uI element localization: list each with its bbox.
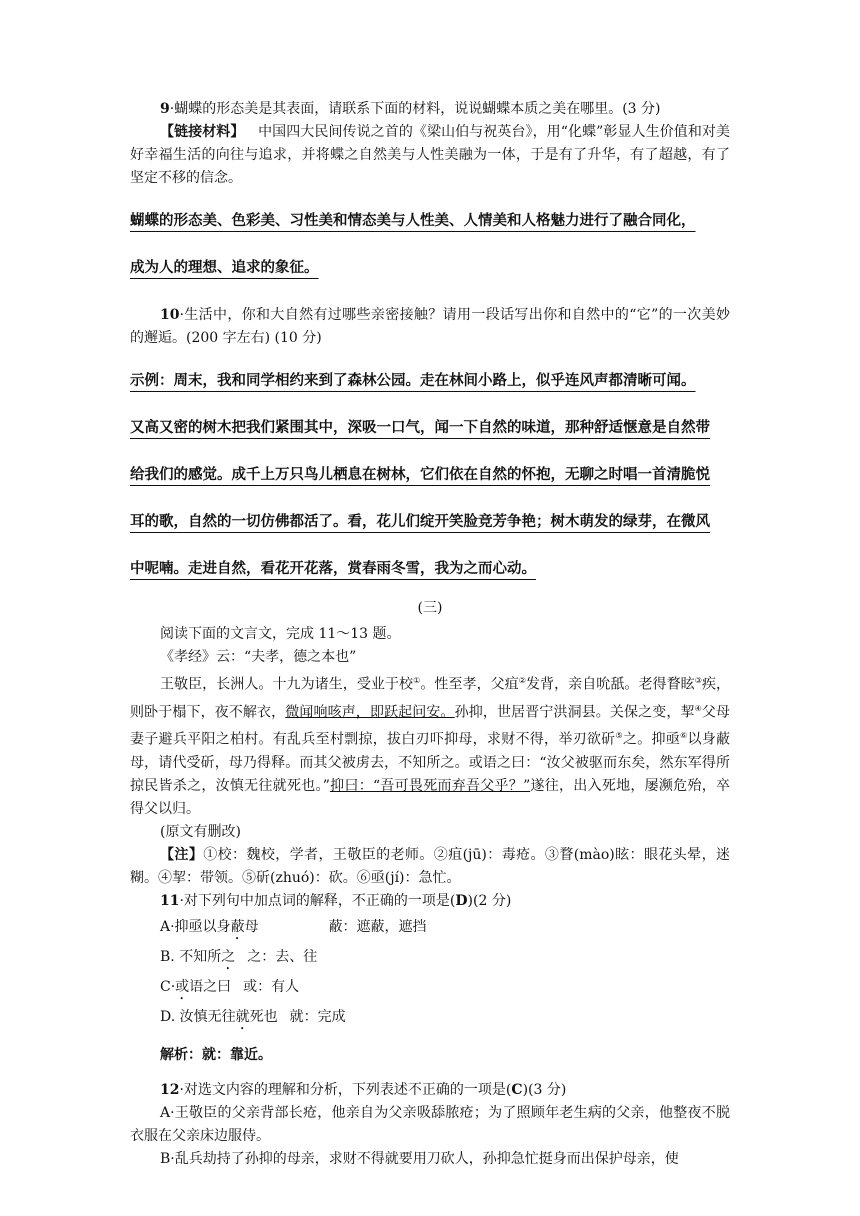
- passage-text: 。性至孝，父疽: [420, 676, 519, 693]
- footnote-marker: ⑤: [615, 731, 623, 741]
- section-intro: 阅读下面的文言文，完成 11～13 题。: [160, 626, 401, 642]
- dotted-word: 或: [175, 978, 190, 995]
- option-c: [130, 973, 730, 1003]
- footnote-marker: ④: [694, 703, 702, 713]
- passage-text: 之。抑亟: [622, 731, 681, 748]
- link-material-tag: 【链接材料】: [160, 124, 245, 140]
- answer-line: 又高又密的树木把我们紧围其中，深吸一口气，闻一下自然的味道，那种舒适惬意是自然带: [130, 420, 710, 436]
- quote-title: 《孝经》云：“夫孝，德之本也”: [160, 649, 357, 665]
- question-text: ·对选文内容的理解和分析，下列表述不正确的一项是(: [179, 1081, 512, 1098]
- question-text: ·生活中，你和大自然有过哪些亲密接触？请用一段话写出你和自然中的“它”的一次美妙的邂逅。(200 字左右) (10 分): [130, 307, 730, 346]
- dotted-word: 之: [221, 948, 236, 965]
- answer-choice: C: [511, 1081, 523, 1098]
- question-number: 12: [160, 1081, 180, 1098]
- passage-text: 疾，则卧于榻下，夜不解衣，: [130, 676, 731, 721]
- footnote-marker: ⑥: [680, 731, 688, 741]
- passage-text: 父母妻子避兵平阳之柏村。有乱兵至村剽掠，拔白刃吓抑母，求财不得，举刃欲斫: [130, 704, 731, 748]
- underlined-sentence: 微闻响咳声，即跃起问安。: [285, 704, 455, 721]
- answer-line: 成为人的理想、追求的象征。: [130, 260, 319, 276]
- option-label: C·: [160, 978, 176, 995]
- answer-line: 示例：周末，我和同学相约来到了森林公园。走在林间小路上，似乎连风声都清晰可闻。: [130, 373, 696, 389]
- document-page: [130, 98, 730, 1171]
- passage-text: 孙抑，世居晋宁洪洞县。关保之变，挈: [454, 704, 695, 721]
- option-d: [130, 1003, 730, 1033]
- footnote-marker: ①: [413, 676, 421, 685]
- option-label: B. 不知所: [160, 948, 222, 965]
- option-a: A·王敬臣的父亲背部长疮，他亲自为父亲吸舔脓疮；为了照顾年老生病的父亲，他整夜不脱衣服在父亲床边服侍。: [130, 1104, 730, 1144]
- option-b: B·乱兵劫持了孙抑的母亲，求财不得就要用刀砍人，孙抑急忙挺身而出保护母亲，使: [160, 1150, 679, 1167]
- section-heading: (三): [417, 600, 443, 616]
- question-9: [130, 98, 730, 121]
- question-text: )(3 分): [522, 1081, 567, 1098]
- notes-tag: 【注】: [160, 846, 204, 863]
- link-material: [130, 121, 730, 190]
- question-text: )(2 分): [467, 892, 512, 909]
- passage-text: 发背，亲自吮舐。老得瞀眩: [526, 676, 695, 693]
- dotted-word: 就: [235, 1008, 250, 1025]
- option-meaning: 蔽：遮蔽，遮挡: [328, 918, 427, 935]
- option-meaning: 就：完成: [289, 1008, 346, 1025]
- question-11: [130, 890, 730, 913]
- classical-passage: [130, 669, 730, 821]
- passage-text: 王敬臣，长洲人。十九为诸生，受业于校: [160, 676, 414, 693]
- answer-choice: D: [455, 892, 468, 909]
- answer-line: 给我们的感觉。成千上万只鸟儿栖息在树林，它们依在自然的怀抱，无聊之时唱一首清脆悦: [130, 467, 710, 483]
- analysis: 解析：就：靠近。: [160, 1046, 272, 1063]
- answer-line: 耳的歌，自然的一切仿佛都活了。看，花儿们绽开笑脸竞芳争艳；树木萌发的绿芽，在微风: [130, 514, 710, 530]
- question-number: 10: [160, 307, 180, 323]
- option-meaning: 之：去、往: [247, 948, 318, 965]
- dotted-word: 蔽: [230, 918, 245, 935]
- answer-line: 中呢喃。走进自然，看花开花落，赏春雨冬雪，我为之而心动。: [130, 561, 536, 577]
- option-text: 母: [244, 918, 259, 935]
- question-number: 11: [160, 892, 180, 909]
- footnote-marker: ③: [694, 676, 702, 685]
- question-text: ·蝴蝶的形态美是其表面，请联系下面的材料，说说蝴蝶本质之美在哪里。(3 分): [169, 101, 661, 117]
- option-meaning: 或：有人: [243, 978, 300, 995]
- answer-line: 蝴蝶的形态美、色彩美、习性美和情态美与人性美、人情美和人格魅力进行了融合同化，: [130, 213, 696, 229]
- underlined-sentence: 抑曰：“吾可畏死而弃吾父乎？”: [329, 777, 531, 794]
- option-a: [130, 913, 730, 943]
- notes: [130, 844, 730, 890]
- question-12: [130, 1079, 730, 1102]
- option-text: 死也: [249, 1008, 278, 1025]
- passage-text: 以身蔽母，请代受斫，母乃得释。而其父被虏去，不知所之。或语之曰：“汝父被驱而东矣，然东军得所掠民皆杀之，汝慎无往就死也。”: [130, 731, 731, 794]
- option-label: D. 汝慎无往: [160, 1008, 236, 1025]
- link-material-text: 中国四大民间传说之首的《梁山伯与祝英台》，用“化蝶”彰显人生价值和对美好幸福生活的向往与追求，并将蝶之自然美与人性美融为一体，于是有了升华，有了超越，有了坚定不移的信念。: [130, 124, 731, 186]
- question-text: ·对下列句中加点词的解释，不正确的一项是(: [179, 892, 456, 909]
- footnote-marker: ②: [518, 676, 526, 685]
- source-note: (原文有删改): [160, 823, 241, 840]
- notes-text: ①校：魏校，学者，王敬臣的老师。②疽(jū)：毒疮。③瞀(mào)眩：眼花头晕，迷糊。④挈：带领。⑤斫(zhuó)：砍。⑥亟(jí)：急忙。: [130, 846, 730, 886]
- option-text: 语之曰: [189, 978, 232, 995]
- question-number: 9: [160, 101, 170, 117]
- option-b: [130, 943, 730, 973]
- passage-text: 遂往，出入死地，屡濒危殆，卒得父以归。: [130, 777, 730, 817]
- option-label: A·抑亟以身: [160, 918, 231, 935]
- question-10: [130, 304, 730, 350]
